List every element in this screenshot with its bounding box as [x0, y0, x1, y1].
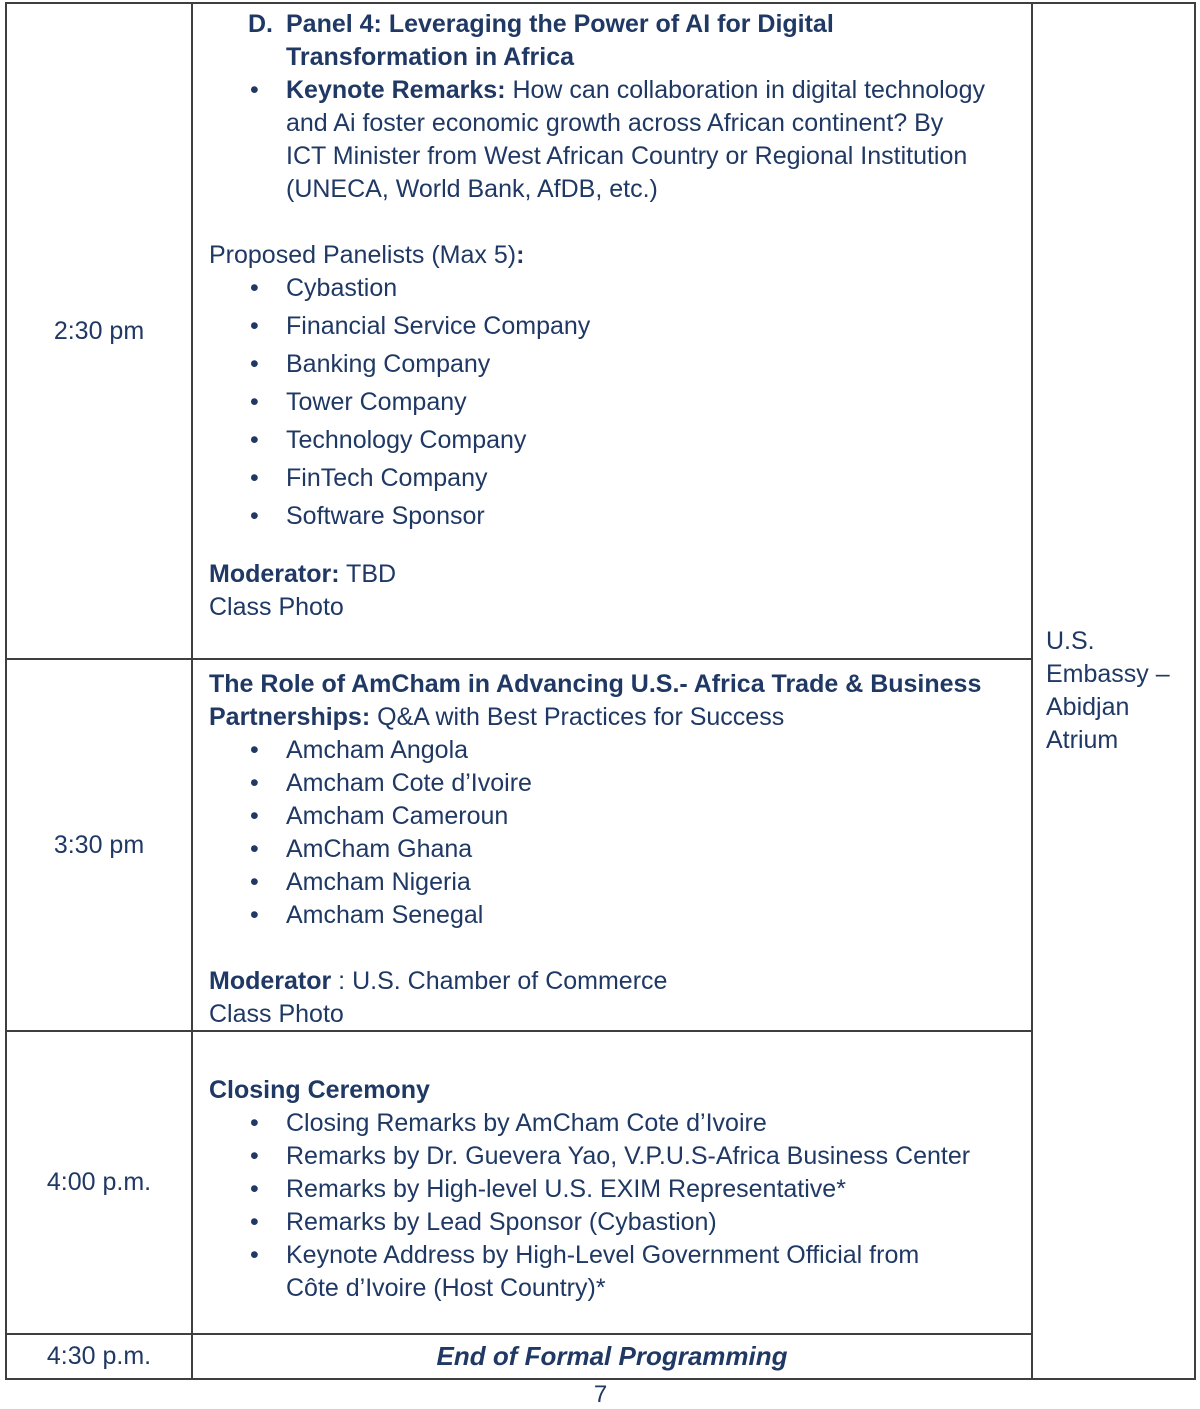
panelist-name: Technology Company [286, 426, 527, 454]
proposed-panelists-heading [209, 239, 1021, 272]
panelist-name: Tower Company [286, 388, 467, 416]
time-cell-430pm [7, 1335, 193, 1378]
bullet-icon: • [250, 388, 259, 416]
closing-item: Remarks by High-level U.S. EXIM Representative* [286, 1175, 846, 1203]
list-item [209, 500, 1021, 533]
bullet-icon: • [250, 350, 259, 378]
bullet-icon: • [250, 901, 259, 929]
list-item [209, 734, 1021, 767]
bullet-icon: • [250, 835, 259, 863]
keynote-remarks-body: How can collaboration in digital technology and Ai foster economic growth across African continent? By ICT Minister from West African Country or Regional Institution (UNECA, World Bank, AfDB, etc.) [286, 76, 985, 203]
panelist-name: Software Sponsor [286, 502, 485, 530]
bullet-icon: • [250, 1175, 259, 1203]
moderator-label: Moderator: [209, 560, 340, 588]
spacer [209, 932, 1021, 965]
list-item [209, 833, 1021, 866]
amcham-session-heading [209, 668, 989, 734]
time-cell-230pm [7, 4, 193, 660]
page-number: 7 [593, 1381, 608, 1408]
location-cell [1033, 4, 1194, 1378]
end-of-programming-cell [193, 1335, 1033, 1378]
bullet-icon: • [250, 736, 259, 764]
session-cell-closing [193, 1032, 1033, 1335]
amcham-name: Amcham Angola [286, 736, 469, 764]
panel4-title: Panel 4: Leveraging the Power of AI for Digital Transformation in Africa [286, 10, 834, 71]
list-item [209, 1140, 1021, 1173]
closing-ceremony-heading: Closing Ceremony [209, 1076, 430, 1104]
list-item [209, 386, 1021, 419]
closing-item: Closing Remarks by AmCham Cote d’Ivoire [286, 1109, 767, 1137]
keynote-remarks-item [209, 74, 1021, 206]
bullet-icon: • [250, 1142, 259, 1170]
bullet-icon: • [250, 1109, 259, 1137]
amcham-name: Amcham Cote d’Ivoire [286, 769, 532, 797]
session-cell-amcham-role [193, 660, 1033, 1032]
bullet-icon: • [250, 76, 259, 104]
panelist-name: Banking Company [286, 350, 491, 378]
list-item [209, 1206, 1021, 1239]
bullet-icon: • [250, 1208, 259, 1236]
class-photo-line: Class Photo [209, 1000, 344, 1028]
bullet-icon: • [250, 274, 259, 302]
time-label: 4:30 p.m. [46, 1342, 152, 1370]
list-item [209, 272, 1021, 305]
list-item [209, 899, 1021, 932]
spacer [209, 538, 1021, 558]
panel4-heading [209, 8, 1021, 74]
proposed-panelists-label: Proposed Panelists (Max 5) [209, 241, 517, 269]
panelist-name: Financial Service Company [286, 312, 591, 340]
class-photo-line: Class Photo [209, 593, 344, 621]
bullet-icon: • [250, 464, 259, 492]
keynote-remarks-label: Keynote Remarks: [286, 76, 506, 104]
list-item [209, 767, 1021, 800]
closing-item: Keynote Address by High-Level Government Official from Côte d’Ivoire (Host Country)* [286, 1241, 920, 1302]
amcham-session-subtitle: Q&A with Best Practices for Success [370, 703, 785, 731]
proposed-panelists-colon: : [516, 241, 525, 269]
list-item [209, 310, 1021, 343]
amcham-name: Amcham Senegal [286, 901, 484, 929]
list-item [209, 1173, 1021, 1206]
time-label: 2:30 pm [53, 316, 145, 345]
schedule-table [5, 2, 1196, 1380]
amcham-list [209, 734, 1021, 932]
time-label: 3:30 pm [53, 830, 145, 859]
amcham-name: Amcham Cameroun [286, 802, 509, 830]
bullet-icon: • [250, 426, 259, 454]
closing-item: Remarks by Dr. Guevera Yao, V.P.U.S-Africa Business Center [286, 1142, 971, 1170]
panelist-name: FinTech Company [286, 464, 488, 492]
panelist-name: Cybastion [286, 274, 398, 302]
list-item [209, 348, 1021, 381]
list-item [209, 800, 1021, 833]
list-letter-marker: D. [248, 10, 273, 38]
list-item [209, 1107, 1021, 1140]
time-label: 4:00 p.m. [46, 1168, 152, 1196]
bullet-icon: • [250, 769, 259, 797]
list-item [209, 462, 1021, 495]
list-item [209, 1239, 1021, 1305]
keynote-remarks-text [286, 74, 986, 206]
moderator-value: TBD [339, 560, 397, 588]
amcham-name: Amcham Nigeria [286, 868, 471, 896]
location-text: U.S. Embassy – Abidjan Atrium [1046, 627, 1170, 754]
list-item [209, 424, 1021, 457]
bullet-icon: • [250, 868, 259, 896]
end-of-programming-text: End of Formal Programming [436, 1341, 788, 1371]
moderator-line [209, 558, 1021, 591]
spacer [209, 206, 1021, 239]
amcham-name: AmCham Ghana [286, 835, 473, 863]
bullet-icon: • [250, 502, 259, 530]
closing-item: Remarks by Lead Sponsor (Cybastion) [286, 1208, 717, 1236]
moderator-line [209, 965, 1021, 998]
panelists-list [209, 272, 1021, 533]
bullet-icon: • [250, 312, 259, 340]
list-item [209, 866, 1021, 899]
time-cell-400pm [7, 1032, 193, 1335]
amcham-session-title: The Role of AmCham in Advancing U.S.- Africa Trade & Business Partnerships: [209, 670, 982, 731]
session-cell-panel4 [193, 4, 1033, 660]
moderator-value: : U.S. Chamber of Commerce [331, 967, 668, 995]
bullet-icon: • [250, 802, 259, 830]
closing-list [209, 1107, 1021, 1305]
moderator-label: Moderator [209, 967, 332, 995]
time-cell-330pm [7, 660, 193, 1032]
bullet-icon: • [250, 1241, 259, 1269]
